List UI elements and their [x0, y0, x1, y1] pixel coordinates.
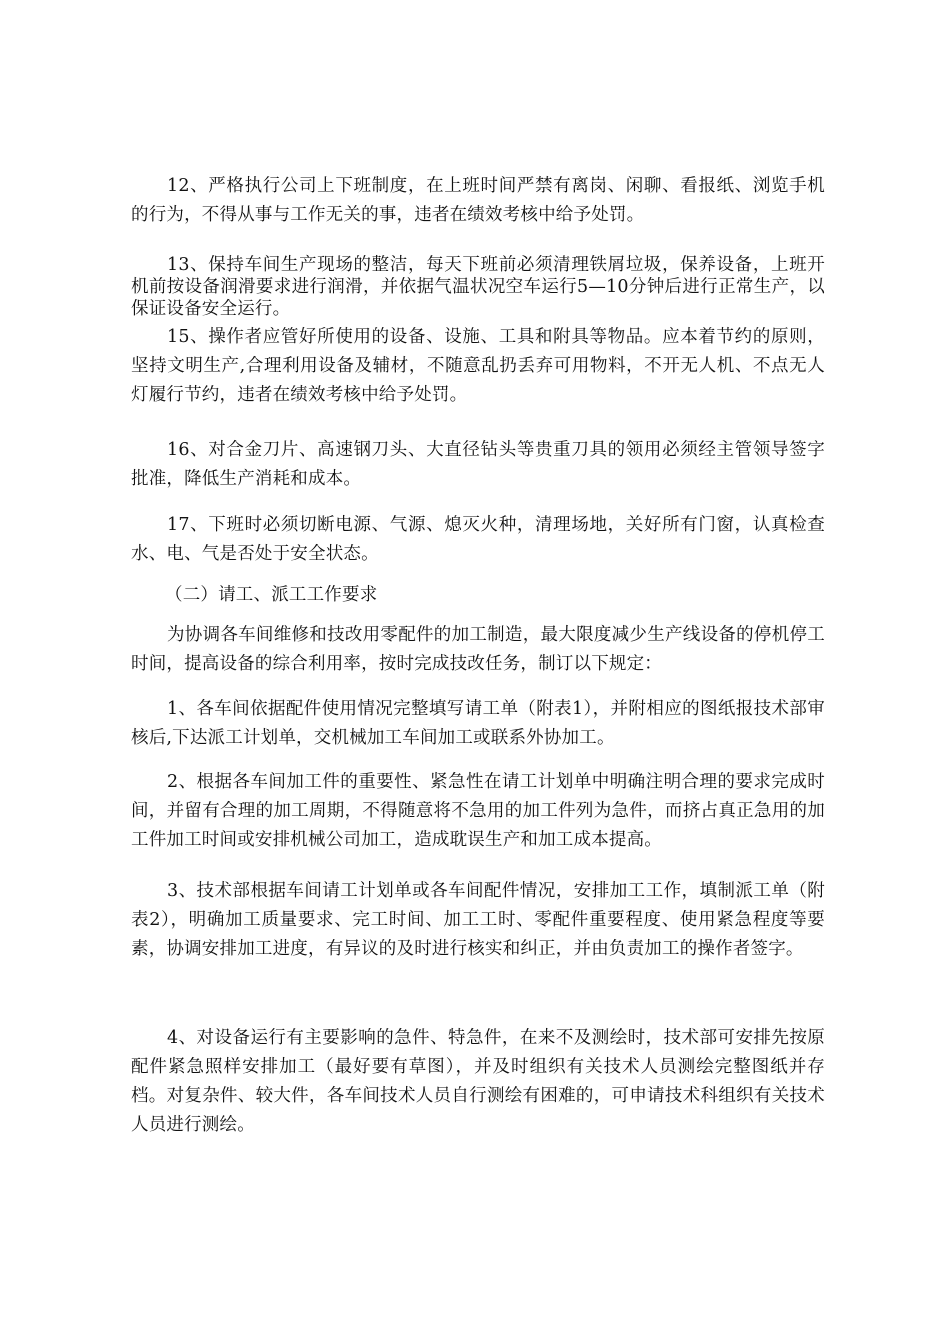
rule-16-paragraph: 16、对合金刀片、高速钢刀头、大直径钻头等贵重刀具的领用必须经主管领导签字批准，降低生产消耗和成本。: [131, 440, 825, 489]
section-heading: （二）请工、派工工作要求: [165, 585, 378, 605]
section-intro-paragraph: 为协调各车间维修和技改用零配件的加工制造，最大限度减少生产线设备的停机停工时间，提高设备的综合利用率，按时完成技改任务，制订以下规定：: [131, 625, 825, 674]
rule-15-paragraph: 15、操作者应管好所使用的设备、设施、工具和附具等物品。应本着节约的原则，坚持文明生产,合理利用设备及辅材，不随意乱扔丢弃可用物料，不开无人机、不点无人灯履行节约，违者在绩效考核中给予处罚。: [131, 327, 825, 405]
rule-17-paragraph: 17、下班时必须切断电源、气源、熄灭火种，清理场地，关好所有门窗，认真检查水、电、气是否处于安全状态。: [131, 515, 825, 564]
requirement-3-paragraph: 3、技术部根据车间请工计划单或各车间配件情况，安排加工工作，填制派工单（附表2），明确加工质量要求、完工时间、加工工时、零配件重要程度、使用紧急程度等要素，协调安排加工进度，有异议的及时进行核实和纠正，并由负责加工的操作者签字。: [131, 881, 825, 959]
requirement-2-paragraph: 2、根据各车间加工件的重要性、紧急性在请工计划单中明确注明合理的要求完成时间，并留有合理的加工周期，不得随意将不急用的加工件列为急件，而挤占真正急用的加工件加工时间或安排机械公司加工，造成耽误生产和加工成本提高。: [131, 772, 825, 850]
rule-13-paragraph: 13、保持车间生产现场的整洁，每天下班前必须清理铁屑垃圾，保养设备，上班开机前按设备润滑要求进行润滑，并依据气温状况空车运行5—10分钟后进行正常生产，以保证设备安全运行。: [131, 255, 825, 319]
rule-12-paragraph: 12、严格执行公司上下班制度，在上班时间严禁有离岗、闲聊、看报纸、浏览手机的行为，不得从事与工作无关的事，违者在绩效考核中给予处罚。: [131, 176, 825, 225]
requirement-1-paragraph: 1、各车间依据配件使用情况完整填写请工单（附表1），并附相应的图纸报技术部审核后,下达派工计划单，交机械加工车间加工或联系外协加工。: [131, 699, 825, 748]
requirement-4-paragraph: 4、对设备运行有主要影响的急件、特急件，在来不及测绘时，技术部可安排先按原配件紧急照样安排加工（最好要有草图），并及时组织有关技术人员测绘完整图纸并存档。对复杂件、较大件，各车间技术人员自行测绘有困难的，可申请技术科组织有关技术人员进行测绘。: [131, 1028, 825, 1135]
